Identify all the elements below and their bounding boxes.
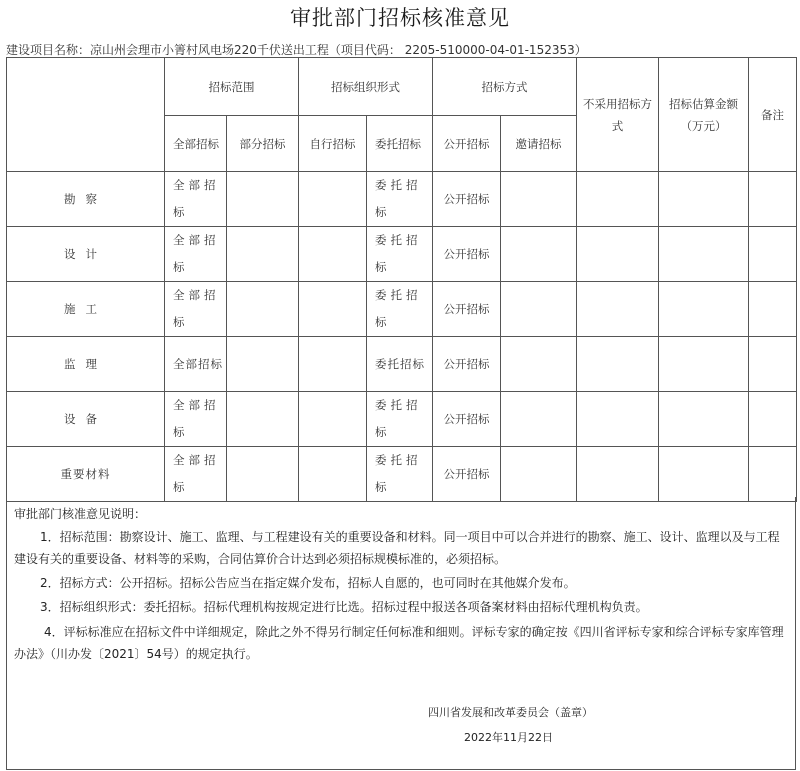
row-item: 设备	[7, 392, 165, 447]
row-item: 勘察	[7, 172, 165, 227]
bidding-approval-table	[6, 57, 797, 502]
notes-heading: 审批部门核准意见说明：	[14, 507, 147, 521]
table-row	[7, 392, 797, 447]
row-method: 公开招标	[433, 172, 501, 227]
header-remarks: 备注	[749, 58, 797, 172]
header-no-bid: 不采用招标方式	[577, 58, 659, 172]
page-title: 审批部门招标核准意见	[290, 6, 510, 30]
row-method: 公开招标	[433, 227, 501, 282]
approval-notes	[6, 497, 796, 770]
note-item-1: 1．招标范围：勘察设计、施工、监理、与工程建设有关的重要设备和材料。同一项目中可以合并进行的勘察、施工、设计、监理以及与工程建设有关的重要设备、材料等的采购，合同估算价合计达到必须招标规模标准的，必须招标。	[14, 530, 780, 566]
table-row	[7, 337, 797, 392]
row-item: 施工	[7, 282, 165, 337]
row-org: 委托招标	[367, 337, 433, 392]
row-item: 设计	[7, 227, 165, 282]
row-method: 公开招标	[433, 392, 501, 447]
project-name-line: 建设项目名称：凉山州会理市小箐村风电场220千伏送出工程（项目代码： 2205-510000-04-01-152353）	[6, 43, 587, 57]
row-org: 委托招标	[367, 392, 433, 447]
note-item-3: 3．招标组织形式：委托招标。招标代理机构按规定进行比选。招标过程中报送各项备案材料由招标代理机构负责。	[40, 600, 648, 614]
table-row	[7, 282, 797, 337]
row-method: 公开招标	[433, 447, 501, 502]
row-scope: 全部招标	[165, 172, 227, 227]
row-org: 委托招标	[367, 172, 433, 227]
header-scope: 招标范围	[165, 58, 299, 116]
header-entrusted: 委托招标	[367, 116, 433, 172]
row-scope: 全部招标	[165, 282, 227, 337]
row-method: 公开招标	[433, 282, 501, 337]
table-row	[7, 227, 797, 282]
header-estimate: 招标估算金额（万元）	[659, 58, 749, 172]
header-partial: 部分招标	[227, 116, 299, 172]
table-row	[7, 172, 797, 227]
row-scope: 全部招标	[165, 392, 227, 447]
header-self: 自行招标	[299, 116, 367, 172]
table-row	[7, 447, 797, 502]
header-full: 全部招标	[165, 116, 227, 172]
row-item: 重要材料	[7, 447, 165, 502]
row-method: 公开招标	[433, 337, 501, 392]
issue-date: 2022年11月22日	[464, 731, 553, 744]
header-open: 公开招标	[433, 116, 501, 172]
row-scope: 全部招标	[165, 447, 227, 502]
note-item-2: 2．招标方式：公开招标。招标公告应当在指定媒介发布，招标人自愿的，也可同时在其他媒介发布。	[40, 576, 576, 590]
row-scope: 全部招标	[165, 227, 227, 282]
header-blank-cell	[7, 58, 165, 172]
note-item-4: 4．评标标准应在招标文件中详细规定，除此之外不得另行制定任何标准和细则。评标专家的确定按《四川省评标专家和综合评标专家库管理办法》（川办发〔2021〕54号）的规定执行。	[14, 625, 784, 661]
header-method: 招标方式	[433, 58, 577, 116]
row-item: 监理	[7, 337, 165, 392]
row-org: 委托招标	[367, 227, 433, 282]
issuer-signature: 四川省发展和改革委员会（盖章）	[428, 706, 593, 719]
row-scope: 全部招标	[165, 337, 227, 392]
row-org: 委托招标	[367, 447, 433, 502]
header-invited: 邀请招标	[501, 116, 577, 172]
row-org: 委托招标	[367, 282, 433, 337]
header-org-form: 招标组织形式	[299, 58, 433, 116]
